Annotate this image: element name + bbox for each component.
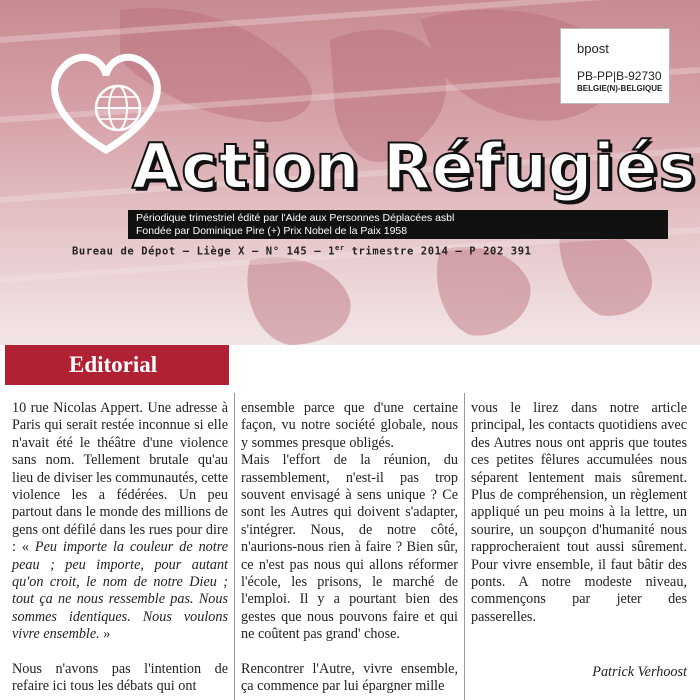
depot-text-end: trimestre 2014 – P 202 391 [344,245,532,258]
article-column-3 [471,400,687,682]
article-column-1 [12,400,228,696]
paragraph: 10 rue Nicolas Appert. Une adresse à Paris qui serait restée inconnue si elle n'avait été le théâtre d'une violence sans nom. Tellement brutale qu'au lieu de diviser les communautés, cette violence les a fédérées. Un peu partout dans le monde des millions de gens ont défilé dans les rues pour dire : « Peu importe la couleur de notre peau ; peu importe, pour autant qu'on croit, le nom de notre Dieu ; tout ça ne nous ressemble pas. Nous sommes identiques. Nous voulons vivre ensemble. » [12,400,228,643]
publication-title: Action Réfugiés [132,130,697,203]
postage-brand: bpost [577,41,609,56]
depot-text: Bureau de Dépot – Liège X – N° 145 – 1 [72,245,336,258]
subtitle-band [128,210,668,239]
column-divider [234,393,235,700]
author-signature: Patrick Verhoost [592,664,687,681]
paragraph: vous le lirez dans notre article principal, les contacts quotidiens avec des Autres nous ont appris que toutes ces petites fêlures accumulées nous séparent lentement mais sûrement. Plus de compréhension, un règlement appliqué un peu moins à la lettre, un sourire, un soupçon d'humanité nous rapprocheraient tout aussi sûrement. Pour vivre ensemble, il faut bâtir des ponts. A notre modeste niveau, commençons par jeter des passerelles. [471,400,687,625]
paragraph: Rencontrer l'Autre, vivre ensemble, ça commence par lui épargner mille [241,660,458,695]
paragraph: Mais l'effort de la réunion, du rassemblement, n'est-il pas trop souvent envisagé à sens unique ? Ce sont les Autres qui doivent s'adapter, s'intégrer. Nous, de notre côté, n'aurions-nous rien à faire ? Bien sûr, ce n'est pas nous qui allons réformer l'école, les prisons, le marché de l'emploi. Il y a pourtant bien des gestes que nous pouvons faire et qui ne coûtent pas grand' chose. [241,452,458,643]
postage-country: BELGIE(N)-BELGIQUE [577,84,663,93]
paragraph: ensemble parce que d'une certaine façon, vu notre société globale, nous y sommes presque obligés. [241,400,458,451]
subtitle-line-1: Périodique trimestriel édité par l'Aide aux Personnes Déplacées asbl [136,212,455,224]
postage-code: PB-PP|B-92730 [577,69,662,83]
subtitle-line-2: Fondée par Dominique Pire (+) Prix Nobel de la Paix 1958 [136,225,408,237]
depot-line [72,244,532,258]
masthead [0,0,700,345]
column-divider [464,393,465,700]
postage-box [560,28,670,104]
article-column-2 [241,400,458,696]
section-heading: Editorial [5,345,229,385]
quote: Peu importe la couleur de notre peau ; peu importe, pour autant qu'on croit, le nom de notre Dieu ; tout ça ne nous ressemble pas. Nous sommes identiques. Nous voulons vivre ensemble. [12,539,228,643]
depot-superscript: er [335,244,345,252]
paragraph: Nous n'avons pas l'intention de refaire ici tous les débats qui ont [12,660,228,695]
